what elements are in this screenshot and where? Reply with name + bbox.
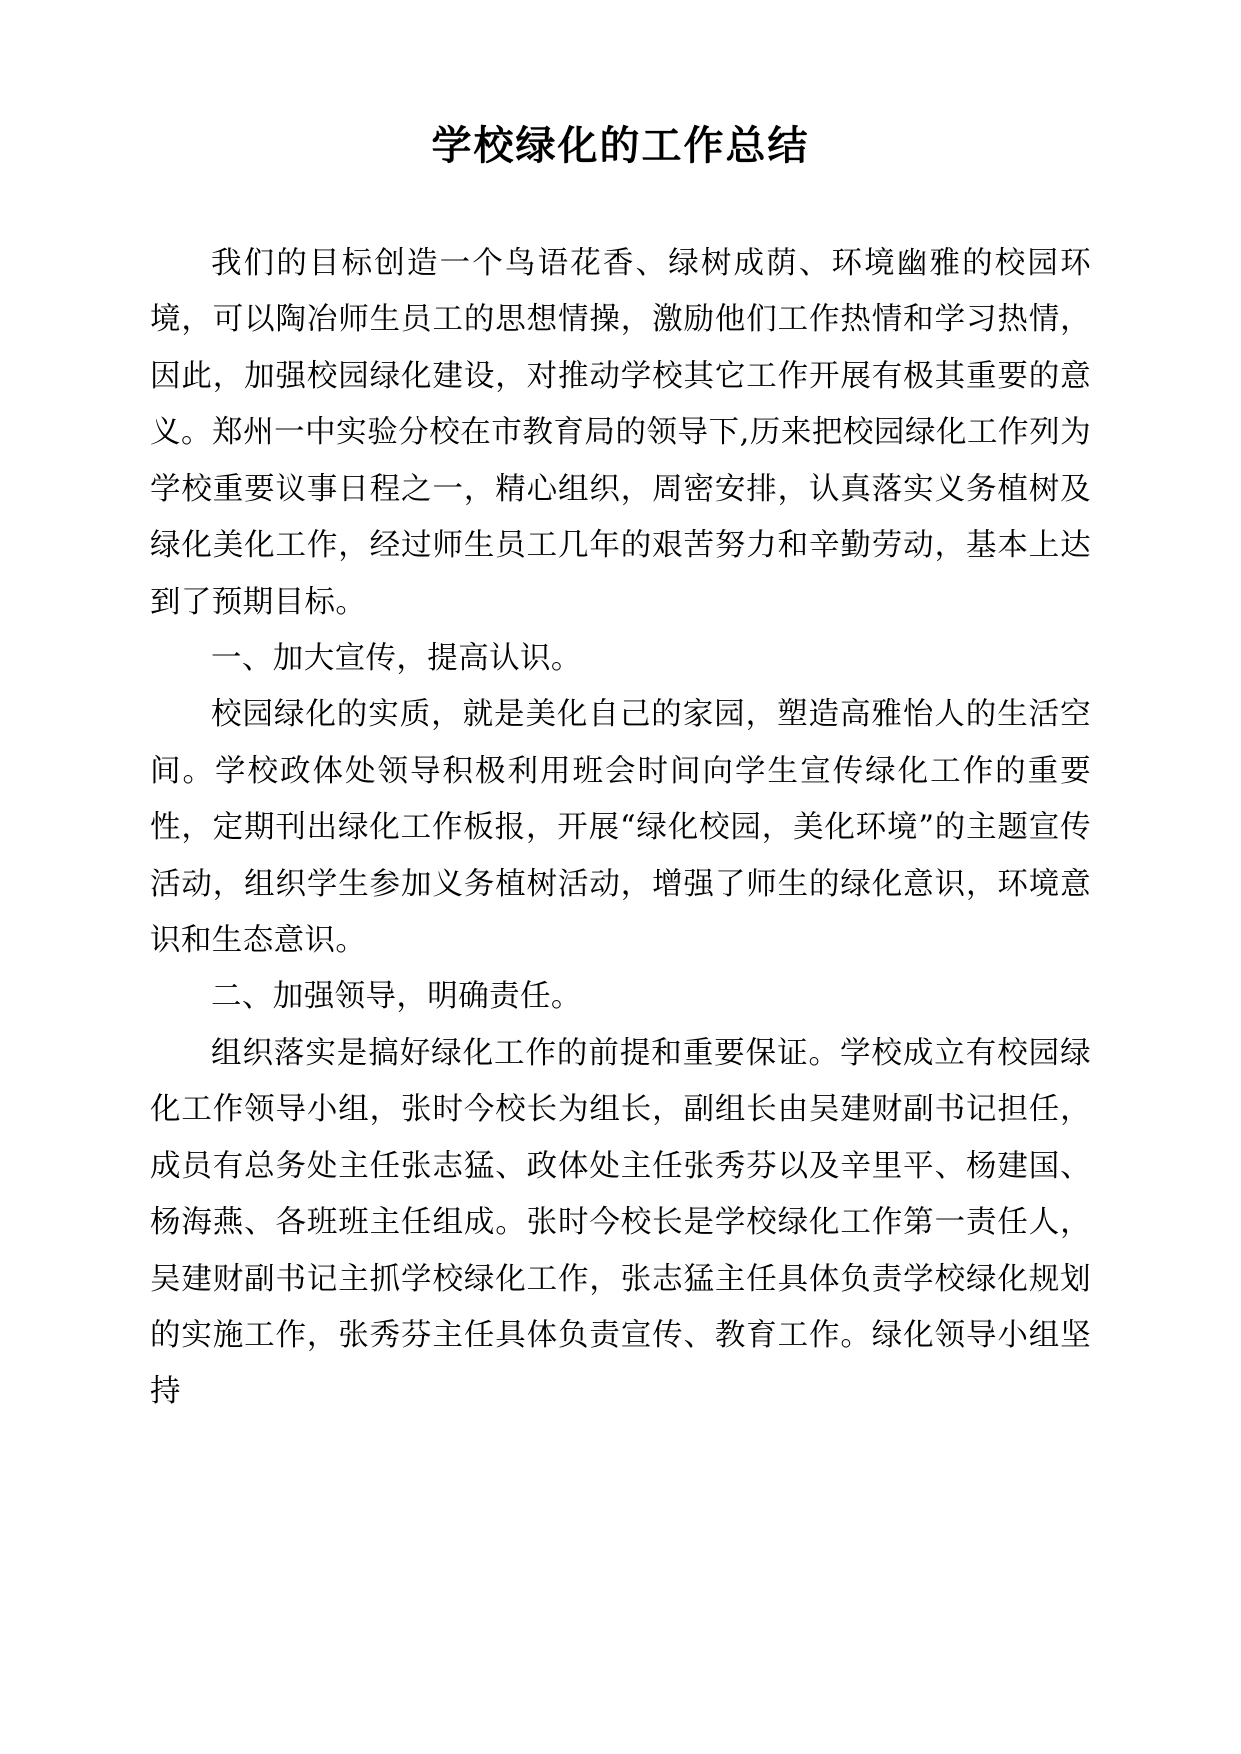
page-title: 学校绿化的工作总结 bbox=[431, 123, 810, 169]
paragraph-heading-one: 一、加大宣传，提高认识。 bbox=[211, 640, 582, 676]
paragraph-intro: 我们的目标创造一个鸟语花香、绿树成荫、环境幽雅的校园环境，可以陶冶师生员工的思想情操，激励他们工作热情和学习热情，因此，加强校园绿化建设，对推动学校其它工作开展有极其重要的意义。郑州一中实验分校在市教育局的领导下,历来把校园绿化工作列为学校重要议事日程之一，精心组织，周密安排，认真落实义务植树及绿化美化工作，经过师生员工几年的艰苦努力和辛勤劳动，基本上达到了预期目标。 bbox=[150, 246, 1091, 620]
paragraph-section-two: 组织落实是搞好绿化工作的前提和重要保证。学校成立有校园绿化工作领导小组，张时今校长为组长，副组长由吴建财副书记担任，成员有总务处主任张志猛、政体处主任张秀芬以及辛里平、杨建国、杨海燕、各班班主任组成。张时今校长是学校绿化工作第一责任人，吴建财副书记主抓学校绿化工作，张志猛主任具体负责学校绿化规划的实施工作，张秀芬主任具体负责宣传、教育工作。绿化领导小组坚持 bbox=[150, 1035, 1091, 1410]
paragraph-section-one: 校园绿化的实质，就是美化自己的家园，塑造高雅怡人的生活空间。学校政体处领导积极利用班会时间向学生宣传绿化工作的重要性，定期刊出绿化工作板报，开展“绿化校园，美化环境”的主题宣传活动，组织学生参加义务植树活动，增强了师生的绿化意识，环境意识和生态意识。 bbox=[150, 697, 1091, 959]
paragraph-heading-two: 二、加强领导，明确责任。 bbox=[211, 979, 582, 1015]
document-body bbox=[150, 236, 1091, 1421]
